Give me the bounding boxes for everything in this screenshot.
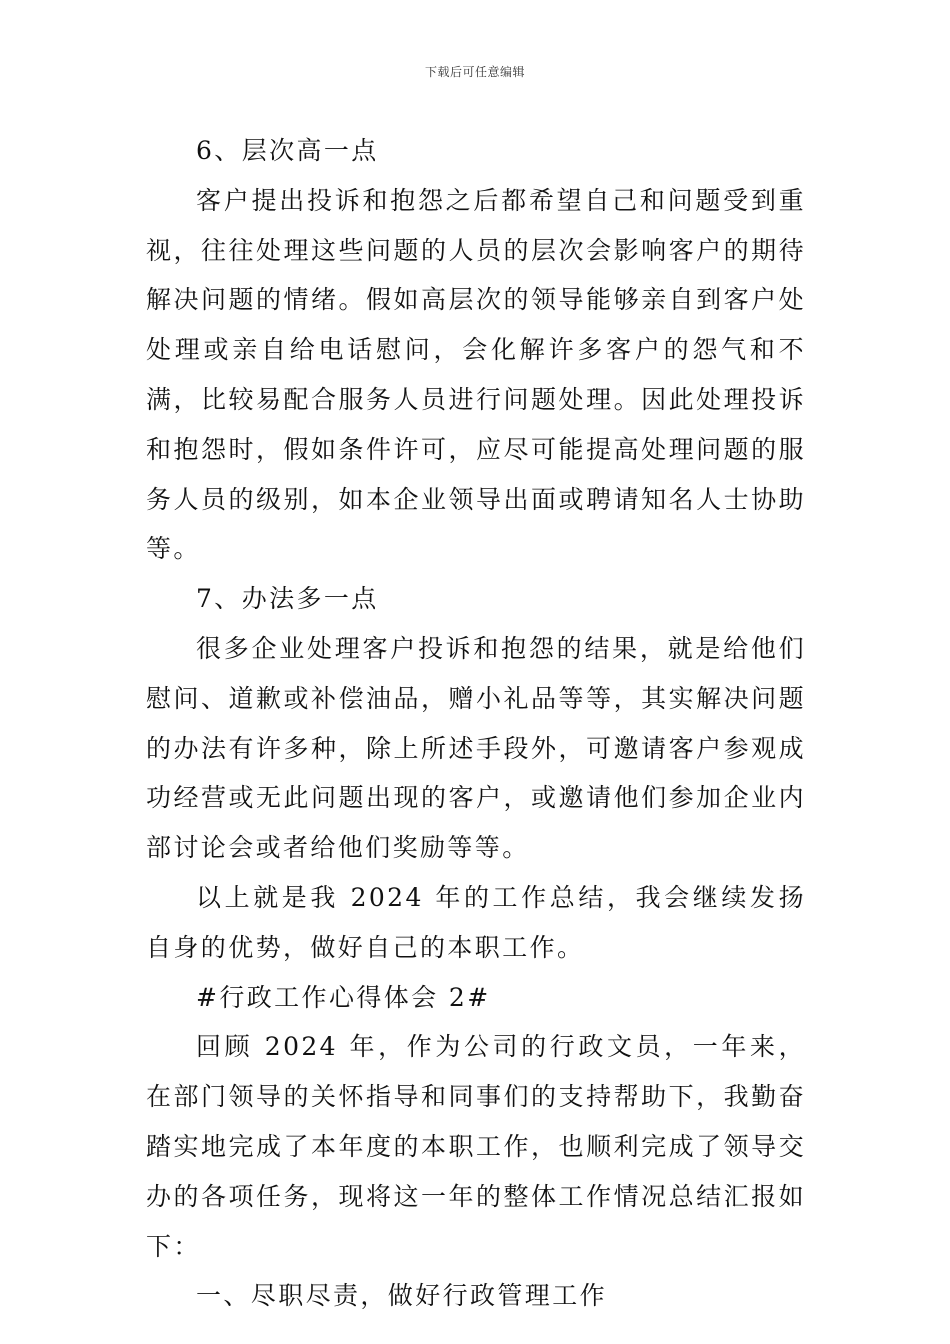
section-heading-7: 7、办法多一点 xyxy=(196,584,379,614)
page-header: 下载后可任意编辑 xyxy=(424,65,525,79)
document-body xyxy=(146,126,806,1321)
paragraph: 以上就是我 2024 年的工作总结，我会继续发扬自身的优势，做好自己的本职工作。 xyxy=(146,882,806,962)
section-heading-6: 6、层次高一点 xyxy=(196,136,379,165)
paragraph: 客户提出投诉和抱怨之后都希望自己和问题受到重视，往往处理这些问题的人员的层次会影响客户的期待解决问题的情绪。假如高层次的领导能够亲自到客户处处理或亲自给电话慰问，会化解许多客户的怨气和不满，比较易配合服务人员进行问题处理。因此处理投诉和抱怨时，假如条件许可，应尽可能提高处理问题的服务人员的级别，如本企业领导出面或聘请知名人士协助等。 xyxy=(146,185,806,564)
paragraph: 回顾 2024 年，作为公司的行政文员，一年来，在部门领导的关怀指导和同事们的支持帮助下，我勤奋踏实地完成了本年度的本职工作，也顺利完成了领导交办的各项任务，现将这一年的整体工作情况总结汇报如下： xyxy=(146,1032,806,1261)
section-title: #行政工作心得体会 2# xyxy=(196,982,491,1012)
subsection-heading: 一、尽职尽责，做好行政管理工作 xyxy=(196,1281,608,1311)
paragraph: 很多企业处理客户投诉和抱怨的结果，就是给他们慰问、道歉或补偿油品，赠小礼品等等，其实解决问题的办法有许多种，除上所述手段外，可邀请客户参观成功经营或无此问题出现的客户，或邀请他们参加企业内部讨论会或者给他们奖励等等。 xyxy=(146,633,806,863)
